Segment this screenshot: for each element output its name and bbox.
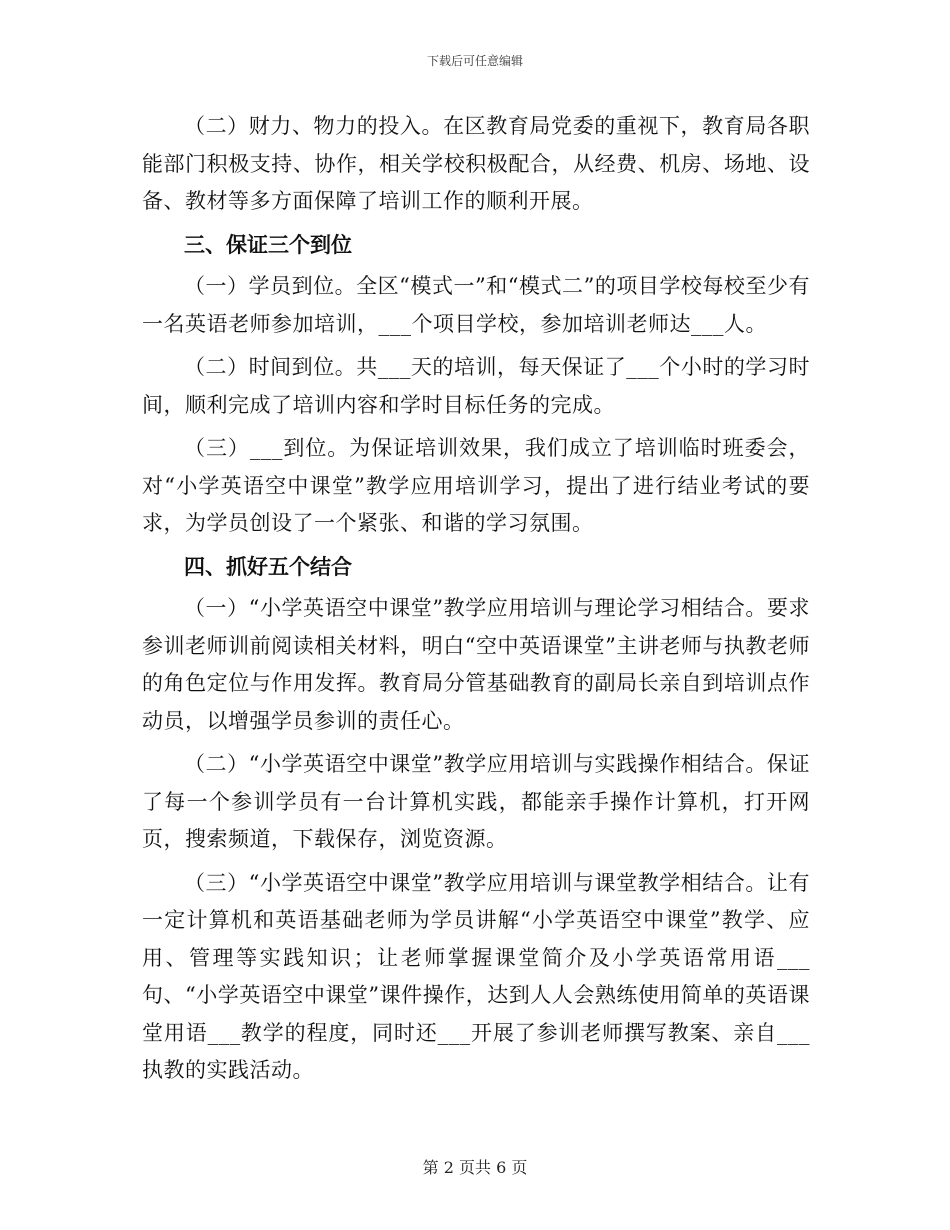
paragraph-time: （二）时间到位。共___天的培训，每天保证了___个小时的学习时间，顺利完成了培训内容和学时目标任务的完成。	[142, 355, 810, 417]
paragraph-students: （一）学员到位。全区“模式一”和“模式二”的项目学校每校至少有一名英语老师参加培训，___个项目学校，参加培训老师达___人。	[142, 274, 810, 336]
section-heading-four: 四、抓好五个结合	[184, 554, 352, 579]
page-header: 下载后可任意编辑	[426, 54, 523, 68]
paragraph-management: （三）___到位。为保证培训效果，我们成立了培训临时班委会，对“小学英语空中课堂”教学应用培训学习，提出了进行结业考试的要求，为学员创设了一个紧张、和谐的学习氛围。	[142, 436, 810, 535]
document-body	[142, 108, 810, 1096]
page-footer: 第 2 页共 6 页	[422, 1158, 528, 1177]
paragraph-classroom: （三）“小学英语空中课堂”教学应用培训与课堂教学相结合。让有一定计算机和英语基础老师为学员讲解“小学英语空中课堂”教学、应用、管理等实践知识；让老师掌握课堂简介及小学英语常用语___句、“小学英语空中课堂”课件操作，达到人人会熟练使用简单的英语课堂用语___教学的程度，同时还___开展了参训老师撰写教案、亲自___执教的实践活动。	[142, 870, 810, 1082]
section-heading-three: 三、保证三个到位	[184, 232, 352, 257]
paragraph-theory: （一）“小学英语空中课堂”教学应用培训与理论学习相结合。要求参训老师训前阅读相关材料，明白“空中英语课堂”主讲老师与执教老师的角色定位与作用发挥。教育局分管基础教育的副局长亲自到培训点作动员，以增强学员参训的责任心。	[142, 596, 810, 733]
paragraph-practice: （二）“小学英语空中课堂”教学应用培训与实践操作相结合。保证了每一个参训学员有一台计算机实践，都能亲手操作计算机，打开网页，搜索频道，下载保存，浏览资源。	[142, 752, 810, 851]
paragraph-funding: （二）财力、物力的投入。在区教育局党委的重视下，教育局各职能部门积极支持、协作，相关学校积极配合，从经费、机房、场地、设备、教材等多方面保障了培训工作的顺利开展。	[142, 114, 810, 213]
